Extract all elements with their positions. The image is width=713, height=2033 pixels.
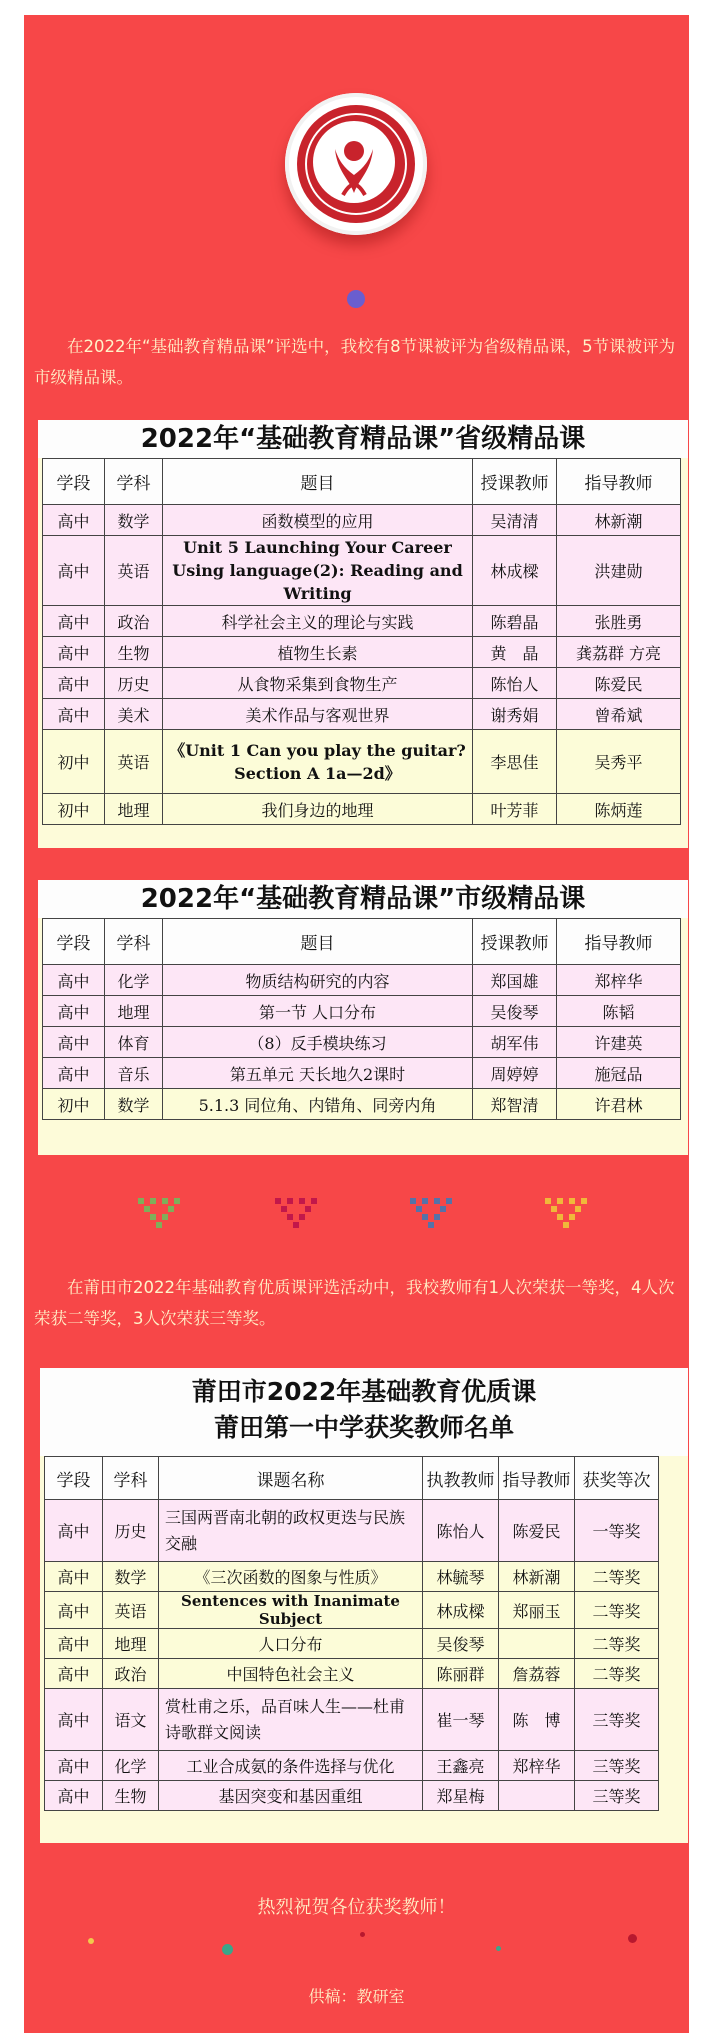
- cell: 高中: [43, 996, 105, 1027]
- congratulations-text: 热烈祝贺各位获奖教师！: [257, 1897, 456, 1918]
- table-header: 题目: [163, 459, 473, 505]
- cell: 高中: [45, 1781, 103, 1811]
- cell: 叶芳菲: [473, 794, 557, 825]
- cell: 三等奖: [575, 1781, 659, 1811]
- cell: 地理: [105, 794, 163, 825]
- table-row: [45, 1689, 659, 1751]
- cell: 历史: [103, 1500, 159, 1562]
- cell: 高中: [45, 1659, 103, 1689]
- table-header: 指导教师: [557, 459, 681, 505]
- cell: 人口分布: [159, 1629, 423, 1659]
- cell: 三等奖: [575, 1689, 659, 1751]
- cell: 陈爱民: [557, 668, 681, 699]
- cell: 高中: [43, 1058, 105, 1089]
- cell: [499, 1781, 575, 1811]
- cell: 高中: [45, 1592, 103, 1629]
- table-row: [43, 637, 681, 668]
- cell: 我们身边的地理: [163, 794, 473, 825]
- cell: 化学: [105, 965, 163, 996]
- cell: 美术作品与客观世界: [163, 699, 473, 730]
- table-row: [43, 1027, 681, 1058]
- cell: 郑丽玉: [499, 1592, 575, 1629]
- cell: 林成樑: [473, 536, 557, 606]
- cell: 初中: [43, 794, 105, 825]
- cell: 林新潮: [499, 1562, 575, 1592]
- award-table: [44, 1456, 659, 1811]
- cell: 吴俊琴: [473, 996, 557, 1027]
- cell: 高中: [45, 1500, 103, 1562]
- cell: 政治: [105, 606, 163, 637]
- cell: 美术: [105, 699, 163, 730]
- cell: Unit 5 Launching Your Career Using language(2): Reading and Writing: [163, 536, 473, 606]
- award-title-2: 莆田第一中学获奖教师名单: [40, 1410, 688, 1456]
- cell: 化学: [103, 1751, 159, 1781]
- cell: 李思佳: [473, 730, 557, 794]
- award-card: [40, 1368, 688, 1843]
- cell: 二等奖: [575, 1629, 659, 1659]
- table-row: [43, 996, 681, 1027]
- table-row: [43, 699, 681, 730]
- cell: 詹荔蓉: [499, 1659, 575, 1689]
- table-row: [43, 606, 681, 637]
- cell: 语文: [103, 1689, 159, 1751]
- cell: 崔一琴: [423, 1689, 499, 1751]
- cell: 林成樑: [423, 1592, 499, 1629]
- cell: 第一节 人口分布: [163, 996, 473, 1027]
- cell: 体育: [105, 1027, 163, 1058]
- cell: 数学: [105, 1089, 163, 1120]
- cell: 英语: [105, 536, 163, 606]
- city-course-card: [38, 880, 688, 1155]
- source-credit: 供稿：教研室: [308, 1987, 405, 2006]
- cell: 一等奖: [575, 1500, 659, 1562]
- intro-paragraph-2: 在莆田市2022年基础教育优质课评选活动中，我校教师有1人次荣获一等奖，4人次荣获二等奖，3人次荣获三等奖。: [34, 1278, 675, 1328]
- table-header: 题目: [163, 919, 473, 965]
- cell: 英语: [105, 730, 163, 794]
- provincial-course-card: [38, 420, 688, 848]
- cell: 数学: [103, 1562, 159, 1592]
- table-row: [43, 1058, 681, 1089]
- table-header: 学段: [45, 1457, 103, 1500]
- cell: 胡军伟: [473, 1027, 557, 1058]
- decorative-dot: [88, 1938, 94, 1944]
- table-row: [43, 1089, 681, 1120]
- cell: 陈碧晶: [473, 606, 557, 637]
- cell: 地理: [103, 1629, 159, 1659]
- cell: 郑梓华: [557, 965, 681, 996]
- cell: 高中: [45, 1689, 103, 1751]
- cell: 洪建勋: [557, 536, 681, 606]
- cell: 陈怡人: [473, 668, 557, 699]
- provincial-course-title: 2022年“基础教育精品课”省级精品课: [38, 420, 688, 458]
- cell: 从食物采集到食物生产: [163, 668, 473, 699]
- cell: 音乐: [105, 1058, 163, 1089]
- cell: 高中: [43, 1027, 105, 1058]
- table-row: [45, 1562, 659, 1592]
- cell: 二等奖: [575, 1592, 659, 1629]
- cell: 《Unit 1 Can you play the guitar? Section A 1a—2d》: [163, 730, 473, 794]
- table-header: 获奖等次: [575, 1457, 659, 1500]
- cell: 物质结构研究的内容: [163, 965, 473, 996]
- table-row: [45, 1500, 659, 1562]
- cell: 植物生长素: [163, 637, 473, 668]
- cell: 许建英: [557, 1027, 681, 1058]
- cell: 历史: [105, 668, 163, 699]
- intro-paragraph-1: 在2022年“基础教育精品课”评选中，我校有8节课被评为省级精品课，5节课被评为市级精品课。: [34, 337, 676, 387]
- school-logo: [285, 93, 427, 235]
- cell: 数学: [105, 505, 163, 536]
- cell: 龚荔群 方亮: [557, 637, 681, 668]
- table-header: 学科: [103, 1457, 159, 1500]
- cell: 张胜勇: [557, 606, 681, 637]
- cell: 政治: [103, 1659, 159, 1689]
- table-header: 指导教师: [557, 919, 681, 965]
- decorative-dot: [347, 290, 365, 308]
- chevron-down-icon: [410, 1198, 452, 1230]
- cell: 陈炳莲: [557, 794, 681, 825]
- cell: 《三次函数的图象与性质》: [159, 1562, 423, 1592]
- table-row: [43, 505, 681, 536]
- cell: 施冠品: [557, 1058, 681, 1089]
- cell: Sentences with Inanimate Subject: [159, 1592, 423, 1629]
- cell: 曾希斌: [557, 699, 681, 730]
- cell: 二等奖: [575, 1659, 659, 1689]
- table-header: 学科: [105, 459, 163, 505]
- provincial-course-table: [42, 458, 681, 825]
- table-header: 授课教师: [473, 459, 557, 505]
- cell: 三国两晋南北朝的政权更迭与民族交融: [159, 1500, 423, 1562]
- cell: 工业合成氨的条件选择与优化: [159, 1751, 423, 1781]
- cell: 高中: [43, 606, 105, 637]
- chevron-down-icon: [545, 1198, 587, 1230]
- cell: 林毓琴: [423, 1562, 499, 1592]
- cell: 高中: [43, 668, 105, 699]
- chevron-down-icon: [138, 1198, 180, 1230]
- city-course-table: [42, 918, 681, 1120]
- city-course-title: 2022年“基础教育精品课”市级精品课: [38, 880, 688, 918]
- cell: 高中: [43, 637, 105, 668]
- table-row: [43, 730, 681, 794]
- table-row: [45, 1592, 659, 1629]
- table-row: [45, 1659, 659, 1689]
- table-row: [43, 794, 681, 825]
- cell: 高中: [43, 505, 105, 536]
- cell: 高中: [43, 699, 105, 730]
- cell: 郑智清: [473, 1089, 557, 1120]
- chevron-down-icon: [275, 1198, 317, 1230]
- table-header: 授课教师: [473, 919, 557, 965]
- cell: 郑梓华: [499, 1751, 575, 1781]
- decorative-dot: [222, 1944, 233, 1955]
- cell: 陈爱民: [499, 1500, 575, 1562]
- cell: 陈怡人: [423, 1500, 499, 1562]
- cell: 赏杜甫之乐，品百味人生——杜甫诗歌群文阅读: [159, 1689, 423, 1751]
- cell: （8）反手模块练习: [163, 1027, 473, 1058]
- cell: 周婷婷: [473, 1058, 557, 1089]
- table-row: [45, 1629, 659, 1659]
- cell: 陈丽群: [423, 1659, 499, 1689]
- table-header: 学段: [43, 919, 105, 965]
- cell: 吴俊琴: [423, 1629, 499, 1659]
- award-title-1: 莆田市2022年基础教育优质课: [40, 1368, 688, 1410]
- cell: 基因突变和基因重组: [159, 1781, 423, 1811]
- cell: 陈 博: [499, 1689, 575, 1751]
- cell: 高中: [43, 965, 105, 996]
- cell: 函数模型的应用: [163, 505, 473, 536]
- cell: 郑星梅: [423, 1781, 499, 1811]
- decorative-dot: [360, 1932, 365, 1937]
- cell: 初中: [43, 1089, 105, 1120]
- cell: 高中: [43, 536, 105, 606]
- cell: 高中: [45, 1629, 103, 1659]
- table-header: 学段: [43, 459, 105, 505]
- table-row: [45, 1751, 659, 1781]
- cell: 生物: [103, 1781, 159, 1811]
- table-header: 执教教师: [423, 1457, 499, 1500]
- cell: 吴清清: [473, 505, 557, 536]
- cell: 地理: [105, 996, 163, 1027]
- cell: 高中: [45, 1562, 103, 1592]
- table-row: [45, 1781, 659, 1811]
- cell: 陈韬: [557, 996, 681, 1027]
- table-header: 指导教师: [499, 1457, 575, 1500]
- cell: 第五单元 天长地久2课时: [163, 1058, 473, 1089]
- cell: 5.1.3 同位角、内错角、同旁内角: [163, 1089, 473, 1120]
- cell: 林新潮: [557, 505, 681, 536]
- cell: 黄 晶: [473, 637, 557, 668]
- table-row: [43, 536, 681, 606]
- table-row: [43, 965, 681, 996]
- cell: 初中: [43, 730, 105, 794]
- cell: 吴秀平: [557, 730, 681, 794]
- decorative-dot: [628, 1934, 637, 1943]
- cell: 中国特色社会主义: [159, 1659, 423, 1689]
- cell: [499, 1629, 575, 1659]
- table-header: 课题名称: [159, 1457, 423, 1500]
- cell: 英语: [103, 1592, 159, 1629]
- cell: 三等奖: [575, 1751, 659, 1781]
- table-header: 学科: [105, 919, 163, 965]
- school-logo-emblem-icon: [297, 105, 415, 223]
- cell: 许君林: [557, 1089, 681, 1120]
- cell: 谢秀娟: [473, 699, 557, 730]
- table-row: [43, 668, 681, 699]
- cell: 科学社会主义的理论与实践: [163, 606, 473, 637]
- cell: 生物: [105, 637, 163, 668]
- decorative-dot: [496, 1946, 501, 1951]
- cell: 郑国雄: [473, 965, 557, 996]
- cell: 王鑫亮: [423, 1751, 499, 1781]
- cell: 二等奖: [575, 1562, 659, 1592]
- cell: 高中: [45, 1751, 103, 1781]
